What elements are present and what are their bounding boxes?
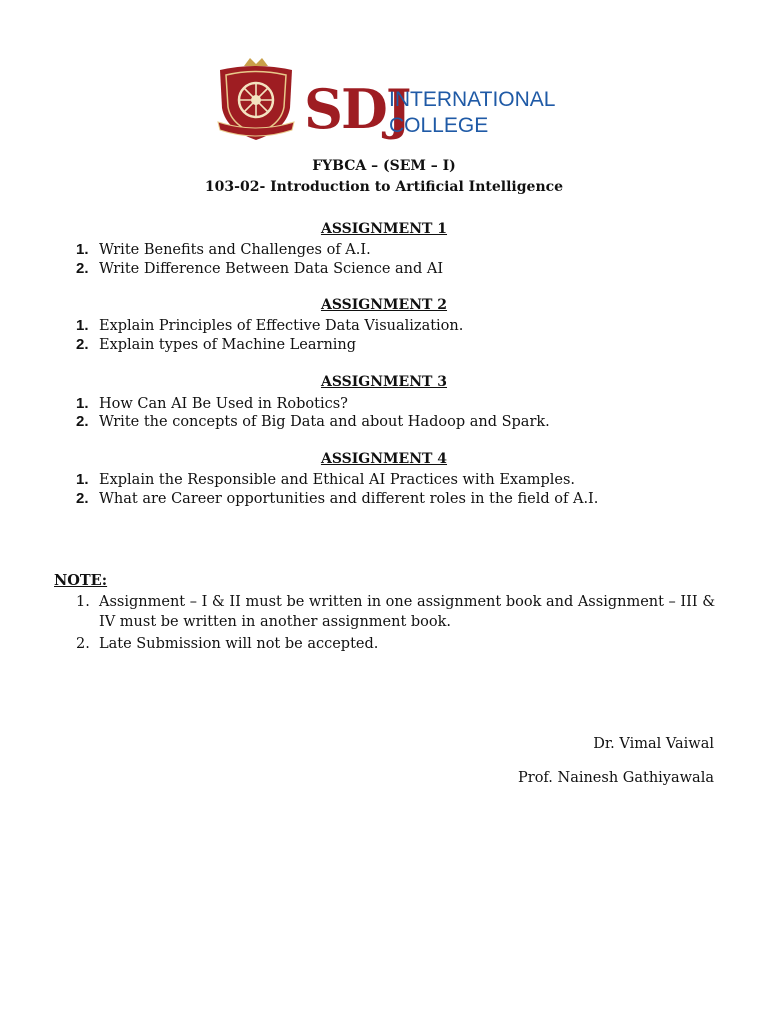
list-item xyxy=(76,260,443,277)
item-text: Write the concepts of Big Data and about Hadoop and Spark. xyxy=(99,414,550,430)
item-text: Explain the Responsible and Ethical AI Practices with Examples. xyxy=(99,472,576,488)
list-item xyxy=(76,336,356,353)
college-mark: SDJ xyxy=(304,77,410,141)
item-number: 2. xyxy=(76,413,89,430)
signature-prof-nainesh-gathiyawala: Prof. Nainesh Gathiyawala xyxy=(518,770,714,786)
item-text: Write Difference Between Data Science and AI xyxy=(99,261,444,277)
assignment-1-title: ASSIGNMENT 1 xyxy=(320,221,448,237)
course-line: FYBCA – (SEM – I) xyxy=(312,158,456,174)
college-name-line2: COLLEGE xyxy=(389,114,489,137)
list-item xyxy=(76,413,550,430)
item-number: 1. xyxy=(76,241,89,258)
assignment-4-title: ASSIGNMENT 4 xyxy=(320,451,448,467)
list-item xyxy=(76,317,463,334)
list-item xyxy=(76,490,598,507)
item-text: Explain types of Machine Learning xyxy=(99,337,357,353)
item-number: 2. xyxy=(76,490,89,507)
list-item xyxy=(76,471,575,488)
note-title: NOTE: xyxy=(54,572,108,589)
note-text: Assignment – I & II must be written in one assignment book and Assignment – III & IV must be written in another assignment book. xyxy=(99,594,716,630)
list-item xyxy=(76,241,371,258)
item-number: 1. xyxy=(76,317,89,334)
college-name-line1: INTERNATIONAL xyxy=(389,88,556,111)
assignment-3-title: ASSIGNMENT 3 xyxy=(320,374,448,390)
college-logo xyxy=(214,56,559,146)
subject-line: 103-02- Introduction to Artificial Intelligence xyxy=(204,179,564,195)
signature-dr-vimal-vaiwal: Dr. Vimal Vaiwal xyxy=(593,736,714,752)
note-text: Late Submission will not be accepted. xyxy=(99,636,379,652)
note-number: 1. xyxy=(76,594,90,610)
item-text: What are Career opportunities and different roles in the field of A.I. xyxy=(99,491,599,507)
item-number: 2. xyxy=(76,260,89,277)
note-item xyxy=(76,592,716,632)
item-text: Write Benefits and Challenges of A.I. xyxy=(99,242,371,258)
college-seal-icon xyxy=(218,58,294,140)
assignment-2-title: ASSIGNMENT 2 xyxy=(320,297,448,313)
item-number: 1. xyxy=(76,471,89,488)
item-number: 1. xyxy=(76,395,89,412)
note-item xyxy=(76,634,716,654)
note-number: 2. xyxy=(76,636,90,652)
item-text: How Can AI Be Used in Robotics? xyxy=(99,396,348,412)
list-item xyxy=(76,395,348,412)
item-text: Explain Principles of Effective Data Visualization. xyxy=(99,318,464,334)
item-number: 2. xyxy=(76,336,89,353)
